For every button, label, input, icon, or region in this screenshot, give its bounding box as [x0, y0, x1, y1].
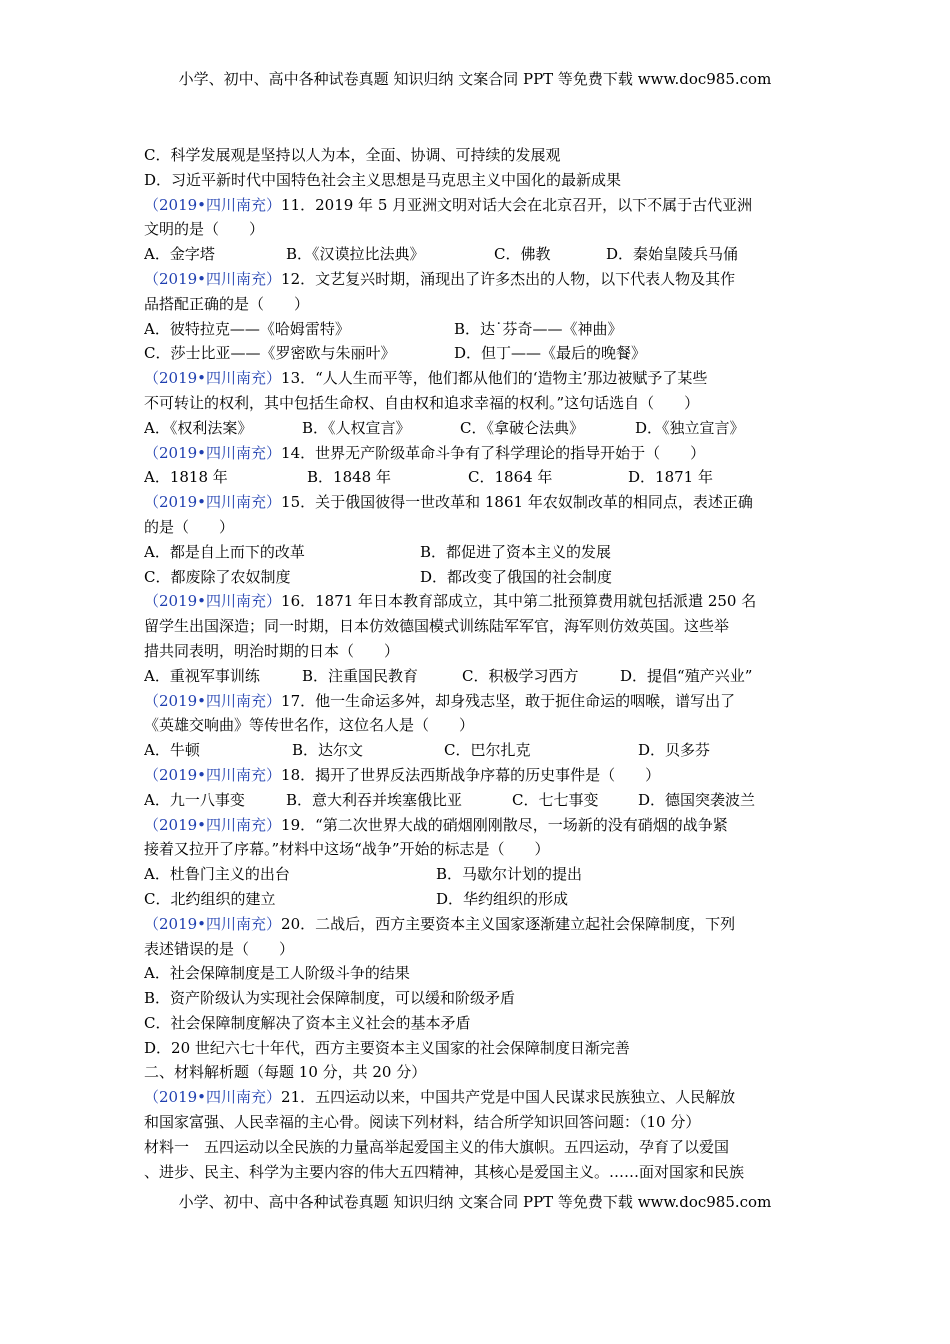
option-a: A．九一八事变 [144, 790, 245, 809]
options-q13 [144, 416, 816, 441]
option-c: C．北约组织的建立 [144, 889, 276, 908]
option-a: A．金字塔 [144, 245, 215, 264]
options-q19-ab [144, 862, 816, 887]
option-d: D．德国突袭波兰 [638, 790, 756, 809]
option-b: B．《汉谟拉比法典》 [286, 245, 425, 264]
source-tag: （2019•四川南充） [144, 369, 282, 388]
option-d: D．《独立宣言》 [635, 418, 745, 437]
option-b: B．马歇尔计划的提出 [436, 865, 583, 884]
option-c: C．都废除了农奴制度 [144, 567, 291, 586]
option-b: B．《人权宣言》 [302, 418, 411, 437]
question-20: （2019•四川南充）20．二战后，西方主要资本主义国家逐渐建立起社会保障制度，下列 [144, 914, 736, 933]
question-16: （2019•四川南充）16．1871 年日本教育部成立，其中第二批预算费用就包括派遣 250 名 [144, 592, 757, 611]
option-c: C．积极学习西方 [462, 666, 579, 685]
question-21: （2019•四川南充）21．五四运动以来，中国共产党是中国人民谋求民族独立、人民解放 [144, 1088, 736, 1107]
options-q18 [144, 788, 816, 813]
question-17-cont: 《英雄交响曲》等传世名作，这位名人是（ ） [144, 716, 475, 735]
option-b-q20: B．资产阶级认为实现社会保障制度，可以缓和阶级矛盾 [144, 989, 516, 1008]
option-b: B．1848 年 [307, 468, 391, 487]
option-a: A．杜鲁门主义的出台 [144, 865, 290, 884]
source-tag: （2019•四川南充） [144, 269, 282, 288]
question-16-cont2: 措共同表明，明治时期的日本（ ） [144, 641, 400, 660]
question-13: （2019•四川南充）13．“人人生而平等，他们都从他们的‘造物主’那边被赋予了某些 [144, 369, 708, 388]
option-c-q20: C．社会保障制度解决了资本主义社会的基本矛盾 [144, 1013, 471, 1032]
option-c: C．佛教 [494, 245, 551, 264]
source-tag: （2019•四川南充） [144, 691, 282, 710]
option-c: C．1864 年 [468, 468, 553, 487]
question-19-cont: 接着又拉开了序幕。”材料中这场“战争”开始的标志是（ ） [144, 840, 550, 859]
option-b: B．都促进了资本主义的发展 [420, 542, 612, 561]
option-c: C．莎士比亚——《罗密欧与朱丽叶》 [144, 344, 396, 363]
page-header: 小学、初中、高中各种试卷真题 知识归纳 文案合同 PPT 等免费下载 www.doc985.com [178, 70, 772, 88]
question-19: （2019•四川南充）19．“第二次世界大战的硝烟刚刚散尽，一场新的没有硝烟的战争紧 [144, 815, 728, 834]
option-c: C．《拿破仑法典》 [460, 418, 584, 437]
source-tag: （2019•四川南充） [144, 443, 282, 462]
question-16-cont1: 留学生出国深造；同一时期，日本仿效德国模式训练陆军军官，海军则仿效英国。这些举 [144, 617, 730, 636]
question-11: （2019•四川南充）11．2019 年 5 月亚洲文明对话大会在北京召开，以下不属于古代亚洲 [144, 195, 753, 214]
page-footer: 小学、初中、高中各种试卷真题 知识归纳 文案合同 PPT 等免费下载 www.doc985.com [178, 1193, 772, 1211]
option-d: D．华约组织的形成 [436, 889, 569, 908]
source-tag: （2019•四川南充） [144, 1088, 282, 1107]
options-q12-cd [144, 341, 816, 366]
option-b: B．达尔文 [292, 741, 364, 760]
question-14: （2019•四川南充）14．世界无产阶级革命斗争有了科学理论的指导开始于（ ） [144, 443, 706, 462]
options-q17 [144, 738, 816, 763]
source-tag: （2019•四川南充） [144, 195, 282, 214]
options-q14 [144, 465, 816, 490]
source-tag: （2019•四川南充） [144, 914, 282, 933]
question-12: （2019•四川南充）12．文艺复兴时期，涌现出了许多杰出的人物，以下代表人物及其作 [144, 269, 736, 288]
options-q15-cd [144, 565, 816, 590]
option-c-q10: C．科学发展观是坚持以人为本，全面、协调、可持续的发展观 [144, 146, 561, 164]
question-15: （2019•四川南充）15．关于俄国彼得一世改革和 1861 年农奴制改革的相同点，表述正确 [144, 493, 753, 512]
material-1-cont: 、进步、民主、科学为主要内容的伟大五四精神，其核心是爱国主义。……面对国家和民族 [144, 1162, 745, 1181]
option-d-q10: D．习近平新时代中国特色社会主义思想是马克思主义中国化的最新成果 [144, 170, 622, 189]
option-b: B．达˙芬奇——《神曲》 [454, 319, 623, 338]
options-q11 [144, 242, 816, 267]
options-q16 [144, 664, 816, 689]
question-21-cont: 和国家富强、人民幸福的主心骨。阅读下列材料，结合所学知识回答问题：（10 分） [144, 1113, 701, 1132]
option-a: A．彼特拉克——《哈姆雷特》 [144, 319, 350, 338]
option-d: D．提倡“殖产兴业” [620, 666, 753, 685]
section-heading: 二、材料解析题（每题 10 分，共 20 分） [144, 1063, 427, 1082]
question-15-cont: 的是（ ） [144, 517, 235, 536]
option-c: C．巴尔扎克 [444, 741, 531, 760]
option-a: A．牛顿 [144, 741, 200, 760]
option-d: D．1871 年 [628, 468, 713, 487]
exam-content [144, 143, 816, 1184]
question-12-cont: 品搭配正确的是（ ） [144, 294, 310, 313]
options-q19-cd [144, 887, 816, 912]
question-18: （2019•四川南充）18．揭开了世界反法西斯战争序幕的历史事件是（ ） [144, 765, 661, 784]
source-tag: （2019•四川南充） [144, 815, 282, 834]
option-d: D．秦始皇陵兵马俑 [606, 245, 739, 264]
option-a-q20: A．社会保障制度是工人阶级斗争的结果 [144, 964, 410, 983]
option-d: D．贝多芬 [638, 741, 711, 760]
option-d: D．但丁——《最后的晚餐》 [454, 344, 647, 363]
source-tag: （2019•四川南充） [144, 493, 282, 512]
option-a: A．1818 年 [144, 468, 228, 487]
option-d-q20: D．20 世纪六七十年代，西方主要资本主义国家的社会保障制度日渐完善 [144, 1038, 630, 1057]
options-q15-ab [144, 540, 816, 565]
option-a: A．重视军事训练 [144, 666, 260, 685]
question-17: （2019•四川南充）17．他一生命运多舛，却身残志坚，敢于扼住命运的咽喉，谱写出了 [144, 691, 736, 710]
material-1: 材料一 五四运动以全民族的力量高举起爱国主义的伟大旗帜。五四运动，孕育了以爱国 [144, 1137, 730, 1156]
question-20-cont: 表述错误的是（ ） [144, 939, 295, 958]
option-d: D．都改变了俄国的社会制度 [420, 567, 613, 586]
option-b: B．意大利吞并埃塞俄比亚 [286, 790, 463, 809]
option-a: A．都是自上而下的改革 [144, 542, 305, 561]
question-11-cont: 文明的是（ ） [144, 220, 265, 239]
source-tag: （2019•四川南充） [144, 592, 282, 611]
question-13-cont: 不可转让的权利，其中包括生命权、自由权和追求幸福的权利。”这句话选自（ ） [144, 393, 700, 412]
source-tag: （2019•四川南充） [144, 765, 282, 784]
option-b: B．注重国民教育 [302, 666, 419, 685]
option-a: A．《权利法案》 [144, 418, 253, 437]
option-c: C．七七事变 [512, 790, 599, 809]
options-q12-ab [144, 317, 816, 342]
